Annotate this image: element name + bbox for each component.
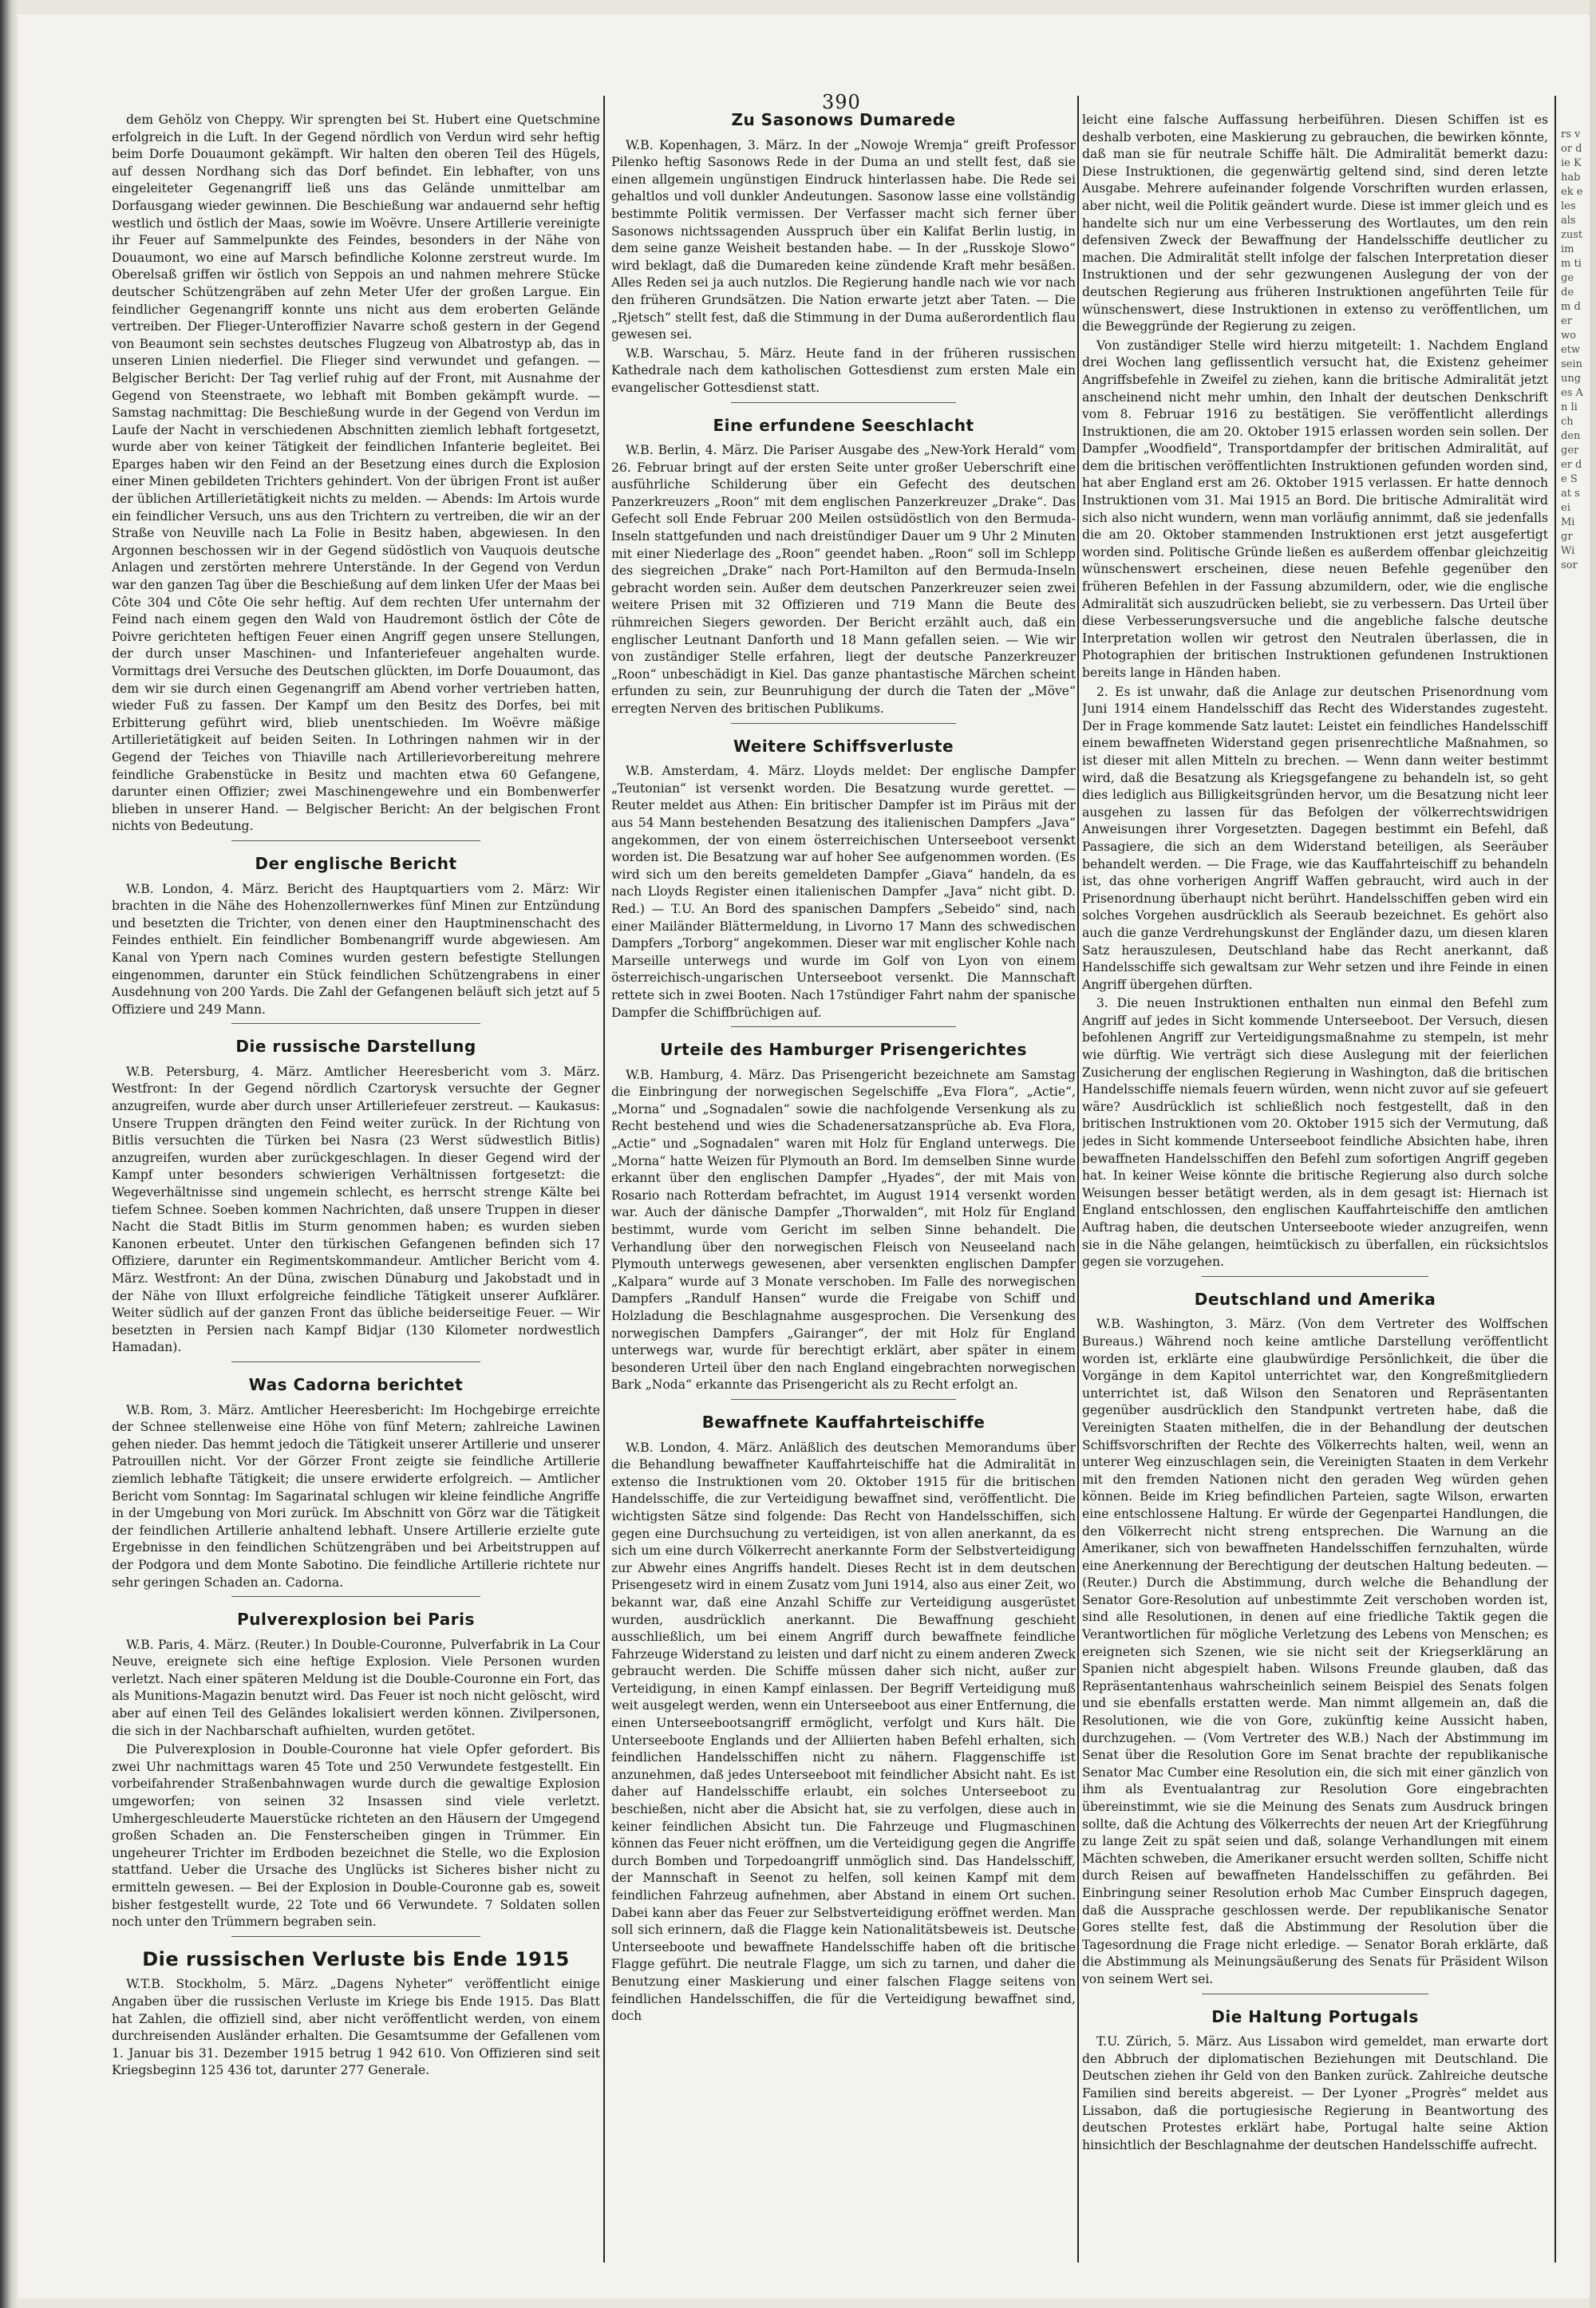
section-divider <box>731 1026 956 1027</box>
article-headline: Pulverexplosion bei Paris <box>237 1610 475 1630</box>
article-paragraph: T.U. Zürich, 5. März. Aus Lissabon wird gemeldet, man erwarte dort den Abbruch der diplomatischen Beziehungen mit Deutschland. Die Deutschen ziehen ihr Geld von den Banken zurück. Zahlreiche deutsche Familien sind bereits abgereist. — Der Lyoner „Progrès“ meldet aus Lissabon, daß die portugiesische Regierung in Beantwortung des deutschen Protestes erklärt habe, Portugal halte seine Aktion hinsichtlich der Beschlagnahme der deutschen Handelsschiffe aufrecht. <box>1082 2034 1548 2152</box>
article-paragraph: W.B. Rom, 3. März. Amtlicher Heeresbericht: Im Hochgebirge erreichte der Schnee stellenweise eine Höhe von fünf Metern; zahlreiche Lawinen gehen nieder. Das hemmt jedoch die Tätigkeit unserer Artillerie und unserer Patrouillen nicht. Vor der Görzer Front zeigte sie feindliche Artillerie ziemlich lebhafte Tätigkeit; die unsere erwiderte erfolgreich. — Amtlicher Bericht vom Sonntag: Im Sagarinatal schlugen wir kleine feindliche Angriffe in der Umgebung von Mori zurück. Im Abschnitt von Görz war die Tätigkeit der feindlichen Artillerie anhaltend lebhaft. Unsere Artillerie erzielte gute Ergebnisse in den feindlichen Schützengräben und bei Arbeitstruppen auf der Podgora und dem Monte Sabotino. Die feindliche Artillerie richtete nur sehr geringen Schaden an. Cadorna. <box>112 1402 600 1590</box>
column-1 <box>112 112 600 2284</box>
article-headline: Die Haltung Portugals <box>1211 2006 1419 2026</box>
article-paragraph: W.B. Hamburg, 4. März. Das Prisengericht bezeichnete am Samstag die Einbringung der norwegischen Segelschiffe „Eva Flora“, „Actie“, „Morna“ und „Sognadalen“ sowie die nachfolgende Versenkung als zu Recht bestehend und wies die Schadenersatzansprüche ab. Eva Flora, „Actie“ und „Sognadalen“ waren mit Holz für England unterwegs. Die „Morna“ hatte Weizen für Plymouth an Bord. Im demselben Sinne wurde erkannt über den englischen Dampfer „Hyades“, der mit Mais von Rosario nach Rotterdam befrachtet, im August 1914 versenkt worden war. Auch der dänische Dampfer „Thorwalden“, mit Holz für England bestimmt, wurde vom Gericht im selben Sinne behandelt. Die Verhandlung über den norwegischen Fleisch von Neuseeland nach Plymouth unterwegs gewesenen, aber versenkten englischen Dampfer „Kalpara“ wurde auf 3 Monate verschoben. Im Falle des norwegischen Dampfers „Randulf Hansen“ wurde die Freigabe von Schiff und Holzladung die Beschlagnahme ausgesprochen. Die Versenkung des norwegischen Dampfers „Gairanger“, der mit Holz für England unterwegs war, wurde für berechtigt erklärt, aber später in einem besonderen Urteil über den nach England eingebrachten norwegischen Bark „Noda“ erkannte das Prisengericht als zu Recht erfolgt an. <box>611 1067 1076 1393</box>
section-divider <box>231 1596 480 1597</box>
article-headline: Die russischen Verluste bis Ende 1915 <box>142 1947 570 1970</box>
article-headline: Zu Sasonows Dumarede <box>731 112 956 129</box>
adjacent-page-fragment: rs vor die K hab ek eles als zustimm tige dem der wo etw sein ung es An lich den ger er de Sat sei Mi gr Wi sor <box>1561 128 1583 571</box>
section-divider <box>1202 1276 1428 1277</box>
article-headline: Eine erfundene Seeschlacht <box>713 415 974 435</box>
section-divider <box>731 723 956 724</box>
article-headline: Bewaffnete Kauffahrteischiffe <box>701 1412 986 1432</box>
article-paragraph: W.B. Warschau, 5. März. Heute fand in der früheren russischen Kathedrale nach dem katholischen Gottesdienst zum ersten Male ein evangelischer Gottesdienst statt. <box>611 346 1076 395</box>
article-paragraph: 3. Die neuen Instruktionen enthalten nun einmal den Befehl zum Angriff auf jedes in Sicht kommende Unterseeboot. Der Versuch, diesen befohlenen Angriff zur Verteidigungsmaßnahme zu stempeln, ist mehr wie dürftig. Wie verträgt sich diese Auslegung mit der feierlichen Zusicherung der englischen Regierung in Washington, daß die britischen Handelsschiffe niemals feuern würden, wenn nicht zuvor auf sie gefeuert wäre? Ausdrücklich ist schließlich noch festgestellt, daß in den britischen Instruktionen vom 20. Oktober 1915 sich der Vermutung, daß jedes in Sicht kommende Unterseeboot feindliche Absichten habe, ihren bewaffneten Handelsschiffen den Befehl zum sofortigen Angriff gegeben hat. In keiner Weise könnte die britische Regierung also durch solche Weisungen besser betätigt werden, als in dem gesagt ist: Hiernach ist England entschlossen, den englischen Kauffahrteischiffe den amtlichen Auftrag haben, die deutschen Unterseeboote wieder anzugreifen, wenn sie in die Nähe gelangen, heimtückisch zu überfallen, ein rücksichtslos gegen sie vorzugehen. <box>1082 996 1548 1270</box>
article-headline: Die russische Darstellung <box>235 1037 476 1057</box>
article-paragraph: 2. Es ist unwahr, daß die Anlage zur deutschen Prisenordnung vom Juni 1914 einem Handelsschiff das Recht des Widerstandes zugesteht. Der in Frage kommende Satz lautet: Leistet ein feindliches Handelsschiff einem bewaffneten Widerstand gegen prisenrechtliche Maßnahmen, so ist dieser mit allen Mitteln zu brechen. — Wenn dann weiter bestimmt wird, daß die Besatzung als Kriegsgefangene zu behandeln ist, so geht dies lediglich aus Billigkeitsgründen hervor, um die Besatzung nicht leer ausgehen zu lassen für das Befolgen der völkerrechtswidrigen Anweisungen ihrer Vorgesetzten. Dagegen bestimmt ein Befehl, daß Passagiere, die sich an dem Widerstand beteiligen, als Seeräuber behandelt werden. — Die Frage, wie das Kauffahrteischiff zu behandeln ist, das ohne vorherigen Angriff Waffen gebraucht, wird auch in der Prisenordnung überhaupt nicht berührt. Handelsschiffen geben wird ein solches Vorgehen ausdrücklich als Seeraub bezeichnet. Es gehört also auch die ganze Verdrehungskunst der Engländer dazu, um diesen klaren Satz herauszulesen, Deutschland habe das Recht anerkannt, daß Handelsschiffe sich gewaltsam zur Wehr setzen und ihre Feinde in einen Angriff übergehen dürften. <box>1082 684 1548 992</box>
column-rule <box>603 96 605 2263</box>
article-paragraph: leicht eine falsche Auffassung herbeiführen. Diesen Schiffen ist es deshalb verboten, eine Maskierung zu gebrauchen, die bewirken könnte, daß man sie für neutrale Schiffe hält. Die Admiralität bemerkt dazu: Diese Instruktionen, die gegenwärtig geltend sind, sind deren letzte Ausgabe. Mehrere aufeinander folgende Vorschriften wurden erlassen, aber nicht, weil die Politik geändert wurde. Diese ist immer gleich und es handelte sich nur um eine Verbesserung des Wortlautes, um den rein defensiven Zweck der Bewaffnung der Handelsschiffe deutlicher zu machen. Die Admiralität stellt infolge der falschen Interpretation dieser Instruktionen und der sehr gezwungenen Auslegung der von der deutschen Regierung aus früheren Instruktionen angeführten Teile für wünschenswert, diese Instruktionen in extenso zu veröffentlichen, um die Beweggründe der Regierung zu zeigen. <box>1082 113 1548 334</box>
article-paragraph: W.B. London, 4. März. Bericht des Hauptquartiers vom 2. März: Wir brachten in die Nähe des Hohenzollernwerkes fünf Minen zur Entzündung und besetzten die Trichter, von denen einer den Hauptminenschacht des Feindes enthielt. Ein feindlicher Bombenangriff wurde abgewiesen. Am Kanal von Ypern nach Comines wurden gestern befestigte Stellungen eingenommen, darunter ein Stück feindlichen Schützengrabens in einer Ausdehnung von 200 Yards. Die Zahl der Gefangenen beläuft sich jetzt auf 5 Offiziere und 249 Mann. <box>112 881 600 1017</box>
article-paragraph: W.T.B. Stockholm, 5. März. „Dagens Nyheter“ veröffentlicht einige Angaben über die russischen Verluste im Kriege bis Ende 1915. Das Blatt hat Zahlen, die offiziell sind, aber nicht veröffentlicht werden, von einem durchreisenden Ausländer erhalten. Die Gesamtsumme der Gefallenen vom 1. Januar bis 31. Dezember 1915 betrug 1 942 610. Von Offizieren sind seit Kriegsbeginn 125 436 tot, darunter 277 Generale. <box>112 1977 600 2078</box>
article-paragraph: Von zuständiger Stelle wird hierzu mitgeteilt: 1. Nachdem England drei Wochen lang geflissentlich versucht hat, die Existenz geheimer Angriffsbefehle in Zweifel zu ziehen, kann die britische Admiralität jetzt anscheinend nicht mehr umhin, den Inhalt der deutschen Denkschrift vom 8. Februar 1916 zu bestätigen. Sie veröffentlicht allerdings Instruktionen, die am 20. Oktober 1915 erlassen worden sein sollen. Der Dampfer „Woodfield“, Transportdampfer der britischen Admiralität, auf dem die britischen veröffentlichten Instruktionen gefunden worden sind, hat aber England erst am 26. Oktober 1915 verlassen. Er hatte dennoch Instruktionen vom 31. Mai 1915 an Bord. Die britische Admiralität wird sich also nicht wundern, wenn man vorläufig annimmt, daß sie jedenfalls die am 20. Oktober stammenden Instruktionen erst jetzt ausgefertigt worden sind. Politische Gründe ließen es außerdem offenbar gleichzeitig wünschenswert erscheinen, diese neuen Befehle gegenüber den früheren Befehlen in der Fassung abzumildern, oder, wie die englische Admiralität sich auszudrücken beliebt, sie zu verbessern. Das Urteil über diese Verbesserungsversuche und die angebliche falsche deutsche Interpretation wollen wir getrost den Neutralen überlassen, die in Photographien der britischen Instruktionen gefundenen Instruktionen bereits lange in Händen haben. <box>1082 338 1548 680</box>
section-divider <box>231 840 480 841</box>
article-paragraph: dem Gehölz von Cheppy. Wir sprengten bei St. Hubert eine Quetschmine erfolgreich in die Luft. In der Gegend nördlich von Verdun wird sehr heftig beim Dorfe Douaumont gekämpft. Wir halten den oberen Teil des Hügels, auf dessen Nordhang sich das Dorf befindet. Ein lebhafter, von uns eingeleiteter Gegenangriff ließ uns das Gelände unmittelbar am Dorfausgang wieder gewinnen. Die Beschießung war andauernd sehr heftig westlich und östlich der Maas, sowie im Woëvre. Unsere Artillerie vereinigte ihr Feuer auf Sammelpunkte des Feindes, besonders in der Nähe von Douaumont, wo eine auf Marsch befindliche Kolonne zerstreut wurde. Im Oberelsaß griffen wir östlich von Seppois an und nahmen mehrere Stücke deutscher Schützengräben auf zehn Meter Ufer der großen Largue. Ein feindlicher Gegenangriff konnte uns nicht aus dem eroberten Gelände vertreiben. Der Flieger-Unteroffizier Navarre schoß gestern in der Gegend von Beaumont sein sechstes deutsches Flugzeug von Albatrostyp ab, das in unseren Linien niederfiel. Die Flieger sind verwundet und gefangen. — Belgischer Bericht: Der Tag verlief ruhig auf der Front, mit Ausnahme der Gegend von Steenstraete, wo lebhaft mit Bomben gekämpft wurde. — Samstag nachmittag: Die Beschießung wurde in der Gegend von Verdun im Laufe der Nacht in verschiedenen Abschnitten ziemlich lebhaft fortgesetzt, wurde aber von keiner Tätigkeit der feindlichen Infanterie begleitet. Bei Eparges haben wir den Feind an der Besetzung eines durch die Explosion einer Minen gebildeten Trichters gehindert. Von der übrigen Front ist außer der üblichen Artillerietätigkeit nichts zu melden. — Abends: Im Artois wurde ein feindlicher Versuch, uns aus den Trichtern zu vertreiben, die wir an der Straße von Neuville nach La Folie in Besitz haben, abgewiesen. In den Argonnen beschossen wir in der Gegend südöstlich von Vauquois deutsche Anlagen und zerstörten mehrere Unterstände. In der Gegend von Verdun war den ganzen Tag über die Beschießung auf dem linken Ufer der Maas bei Côte 304 und Côte Oie sehr heftig. Auf dem rechten Ufer unternahm der Feind nach einem gegen den Wald von Haudremont östlich der Côte de Poivre gerichteten heftigen Feuer einen Angriff gegen unsere Stellungen, der durch unser Maschinen- und Infanteriefeuer angehalten wurde. Vormittags drei Versuche des Deutschen glückten, im Dorfe Douaumont, das dem wir sie durch einen Gegenangriff am Abend vorher vertrieben hatten, wieder Fuß zu fassen. Der Kampf um den Besitz des Dorfes, bei mit Erbitterung geführt wird, blieb unentschieden. Im Woëvre mäßige Artillerietätigkeit auf beiden Seiten. In Lothringen nahmen wir in der Gegend der Teiches von Thiaville nach Artillerievorbereitung mehrere feindliche Grabenstücke in Besitz und machten etwa 60 Gefangene, darunter einen Offizier; zwei Maschinengewehre und ein Bombenwerfer blieben in unserer Hand. — Belgischer Bericht: An der belgischen Front nichts von Bedeutung. <box>112 113 600 834</box>
section-divider <box>731 402 956 403</box>
article-headline: Urteile des Hamburger Prisengerichtes <box>660 1040 1027 1060</box>
article-paragraph: W.B. Petersburg, 4. März. Amtlicher Heeresbericht vom 3. März. Westfront: In der Gegend nördlich Czartorysk versuchte der Gegner anzugreifen, wurde aber durch unser Artilleriefeuer zerstreut. — Kaukasus: Unsere Truppen drängten den Feind weiter zurück. In der Richtung von Bitlis versuchten die Türken bei Nasra (23 Werst südwestlich Bitlis) anzugreifen, wurden aber zurückgeschlagen. In dieser Gegend wird der Kampf unter besonders schwierigen Verhältnissen fortgesetzt: die Wegeverhältnisse sind ungemein schlecht, es herrscht strenge Kälte bei tiefem Schnee. Soeben kommen Nachrichten, daß unsere Truppen in dieser Nacht die Stadt Bitlis im Sturm genommen haben; es wurden sieben Kanonen erbeutet. Unter den türkischen Gefangenen befinden sich 17 Offiziere, darunter ein Regimentskommandeur. Amtlicher Bericht vom 4. März. Westfront: An der Düna, zwischen Dünaburg und Jakobstadt und in der Nähe von Illuxt erfolgreiche feindliche Tätigkeit unserer Aufklärer. Weiter südlich auf der ganzen Front das übliche beiderseitige Feuer. — Wir besetzten in Persien nach Kampf Bidjar (130 Kilometer nordwestlich Hamadan). <box>112 1064 600 1355</box>
section-divider <box>231 1023 480 1024</box>
article-paragraph: W.B. Amsterdam, 4. März. Lloyds meldet: Der englische Dampfer „Teutonian“ ist versenkt worden. Die Besatzung wurde gerettet. — Reuter meldet aus Athen: Ein britischer Dampfer ist im Piräus mit der aus 54 Mann bestehenden Besatzung des italienischen Dampfers „Java“ angekommen, der von einem österreichischen Unterseeboot versenkt worden ist. Die Besatzung war auf hoher See aufgenommen worden. (Es wird sich um den bereits gemeldeten Dampfer „Giava“ handeln, da es nach Lloyds Register einen italienischen Dampfer „Java“ nicht gibt. D. Red.) — T.U. An Bord des spanischen Dampfers „Sebeido“ sind, nach einer Mailänder Blättermeldung, in Livorno 17 Mann des schwedischen Dampfers „Torborg“ angekommen. Dieser war mit englischer Kohle nach Marseille unterwegs und wurde im Golf von Lyon von einem österreichisch-ungarischen Unterseeboot versenkt. Die Mannschaft rettete sich in zwei Booten. Nach 17stündiger Fahrt nahm der spanische Dampfer die Schiffbrüchigen auf. <box>611 764 1076 1020</box>
section-divider <box>231 1361 480 1362</box>
section-divider <box>731 1399 956 1400</box>
article-paragraph: Die Pulverexplosion in Double-Couronne hat viele Opfer gefordert. Bis zwei Uhr nachmittags waren 45 Tote und 250 Verwundete festgestellt. Ein vorbeifahrender Straßenbahnwagen wurde durch die gewaltige Explosion umgeworfen; von seinen 32 Insassen sind viele verletzt. Umhergeschleuderte Mauerstücke richteten an den Häusern der Umgegend großen Schaden an. Die Fensterscheiben gingen in Trümmer. Ein ungeheurer Trichter im Erdboden bezeichnet die Stelle, wo die Explosion stattfand. Ueber die Ursache des Unglücks ist Sicheres bisher nicht zu ermitteln gewesen. — Bei der Explosion in Double-Couronne gab es, soweit bisher festgestellt wurde, 22 Tote und 66 Verwundete. 7 Soldaten sollen noch unter den Trümmern begraben sein. <box>112 1742 600 1930</box>
article-paragraph: W.B. Washington, 3. März. (Von dem Vertreter des Wolffschen Bureaus.) Während noch keine amtliche Darstellung veröffentlicht worden ist, erklärte eine glaubwürdige Persönlichkeit, die über die Vorgänge in dem Kapitol unterrichtet war, den Kongreßmitgliedern unterrichtet ist, daß Wilson den Senatoren und Repräsentanten gegenüber ausdrücklich den Standpunkt vertreten habe, daß die Vereinigten Staaten mithelfen, die in der Behandlung der deutschen Schiffsvorschriften der Rechte des Völkerrechts halten, weil, wenn an unterer Weg einzuschlagen sein, die Vereinigten Staaten in dem Verkehr mit den fremden Nationen nicht den geraden Weg würden gehen können. Beide im Krieg befindlichen Parteien, sagte Wilson, erwarten eine entschlossene Haltung. Er würde der Gegenpartei Handlungen, die den Völkerrecht nicht streng entsprechen. Die Warnung an die Amerikaner, sich von bewaffneten Handelsschiffen fernzuhalten, würde eine Anerkennung der Berechtigung der deutschen Haltung bedeuten. — (Reuter.) Durch die Abstimmung, durch welche die Behandlung der Senator Gore-Resolution auf unbestimmte Zeit verschoben worden ist, sind alle Resolutionen, in denen auf eine friedliche Taktik gegen die Verantwortlichen für mögliche Verletzung des Lebens von Menschen; es ereigneten sich Szenen, wie sie nicht seit der Kriegserklärung an Spanien nicht abgespielt haben. Wilsons Freunde glauben, daß das Repräsentantenhaus wahrscheinlich seinem Beispiel des Senats folgen und sie ebenfalls erstatten werde. Man nimmt allgemein an, daß die Resolutionen, wie die von Gore, zukünftig keine Aussicht haben, durchzugehen. — (Vom Vertreter des W.B.) Nach der Abstimmung im Senat über die Resolution Gore im Senat brachte der republikanische Senator Mac Cumber eine Resolution ein, die sich mit einer gänzlich von ihm als Eventualantrag zur Resolution Gore eingebrachten übereinstimmt, wie sie die Meinung des Senats zum Ausdruck bringen sollte, daß die Achtung des Völkerrechts der neuen Art der Kriegführung zu lange Zeit zu spät seien und daß, solange Verhandlungen mit einem Mächten schweben, die Amerikaner ersucht werden sollten, Schiffe nicht durch Reisen auf bewaffneten Handelsschiffen zu gefährden. Bei Einbringung seiner Resolution erhob Mac Cumber Einspruch dagegen, daß die Aussprache geschlossen werde. Der republikanische Senator Gores stellte fest, daß die Abstimmung der Resolution über die Tagesordnung die Frage nicht erledige. — Senator Borah erklärte, daß die Abstimmung als Meinungsäußerung des Senats für Präsident Wilson von seinem Wert sei. <box>1082 1317 1548 1986</box>
article-headline: Weitere Schiffsverluste <box>733 736 954 756</box>
column-rule <box>1077 96 1079 2263</box>
article-headline: Was Cadorna berichtet <box>248 1374 464 1394</box>
article-paragraph: W.B. London, 4. März. Anläßlich des deutschen Memorandums über die Behandlung bewaffneter Kauffahrteischiffe hat die Admiralität in extenso die Instruktionen vom 20. Oktober 1915 für die britischen Handelsschiffe, die zur Verteidigung bewaffnet sind, veröffentlicht. Die wichtigsten Sätze sind folgende: Das Recht von Handelsschiffen, sich gegen eine Durchsuchung zu verteidigen, ist von allen anerkannt, da es sich um eine durch Völkerrecht anerkannte Form der Selbstverteidigung zur Abwehr eines Angriffs handelt. Dieses Recht ist in dem deutschen Prisengesetz wird in einem Zusatz vom Juni 1914, also aus einer Zeit, wo bekannt war, daß eine Anzahl Schiffe zur Verteidigung ausgerüstet wurden, ausdrücklich anerkannt. Die Bewaffnung geschieht ausschließlich, um bei einem Angriff durch bewaffnete feindliche Fahrzeuge Widerstand zu leisten und darf nicht zu einem anderen Zweck gebraucht werden. Die Schiffe müssen daher sich nicht, außer zur Verteidigung, in einen Kampf einlassen. Der Begriff Verteidigung muß weit ausgelegt werden, wenn ein Unterseeboot aus einer Entfernung, die einen Unterseebootsangriff ermöglicht, verfolgt und Kurs hält. Die Unterseeboote Englands und der Alliierten haben Befehl erhalten, sich feindlichen Handelsschiffen nicht zu nähern. Flaggenschiffe ist anzunehmen, daß jedes Unterseeboot mit feindlicher Absicht naht. Es ist daher auf Handelsschiffe erlaubt, ein solches Unterseeboot zu beschießen, nicht aber die Absicht hat, sie zu verfolgen, diese auch in keiner feindlichen Absicht tun. Die Fahrzeuge und Flugmaschinen können das Feuer nicht eröffnen, um die Verteidigung gegen die Angriffe durch Bomben und Torpedoangriff unmöglich sind. Das Handelsschiff, der Mannschaft in Seenot zu helfen, soll keinen Kampf mit dem feindlichen Fahrzeug aufnehmen, aber Abstand in einem Ort suchen. Dabei kann aber das Feuer zur Selbstverteidigung eröffnet werden. Man soll sich erinnern, daß die Flagge kein Nationalitätsbeweis ist. Deutsche Unterseeboote und bewaffnete Handelsschiffe haben oft die britische Flagge geführt. Die neutrale Flagge, um sich zu tarnen, und daher die Benutzung einer Maskierung und einer falschen Flagge seitens von feindlichen Handelsschiffen, die für die Verteidigung bewaffnet sind, doch <box>611 1440 1076 2024</box>
column-3 <box>1082 112 1548 2284</box>
page-right-edge <box>1590 0 1596 2308</box>
article-paragraph: W.B. Berlin, 4. März. Die Pariser Ausgabe des „New-York Herald“ vom 26. Februar bringt auf der ersten Seite unter großer Ueberschrift eine ausführliche Schilderung über ein Gefecht des deutschen Panzerkreuzers „Roon“ mit dem englischen Panzerkreuzer „Drake“. Das Gefecht soll Ende Februar 200 Meilen ostsüdöstlich von den Bermuda-Inseln stattgefunden und nach dreistündiger Dauer um 9 Uhr 2 Minuten mit einer Niederlage des „Roon“ geendet haben. „Roon“ soll im Schlepp des siegreichen „Drake“ nach Port-Hamilton auf den Bermuda-Inseln gebracht worden sein. Außer dem deutschen Panzerkreuzer seien zwei weitere Prisen mit 32 Offizieren und 719 Mann die Beute des rühmreichen Siegers geworden. Der Bericht erzählt auch, daß ein englischer Leutnant Danforth und 18 Mann gefallen seien. — Wie wir von zuständiger Stelle erfahren, liegt der deutsche Panzerkreuzer „Roon“ unbeschädigt in Kiel. Das ganze phantastische Märchen scheint erfunden zu sein, zur Beunruhigung der durch die Taten der „Möve“ erregten Nerven des britischen Publikums. <box>611 443 1076 716</box>
article-paragraph: W.B. Kopenhagen, 3. März. In der „Nowoje Wremja“ greift Professor Pilenko heftig Sasonows Rede in der Duma an und stellt fest, daß sie einen allgemein ungünstigen Eindruck hinterlassen habe. Die Rede sei gehaltlos und voll dunkler Andeutungen. Sasonow lasse eine vollständig bestimmte Politik vermissen. Der Verfasser macht sich ferner über Sasonows nichtssagenden Ausspruch über ein Kalifat Berlin lustig, in dem seine ganze Weisheit bestanden habe. — In der „Russkoje Slowo“ wird beklagt, daß die Dumareden keine zündende Kraft mehr besäßen. Alles Reden sei ja auch nutzlos. Die Regierung handle nach wie vor nach den früheren Grundsätzen. Die Nation erwarte jetzt aber Taten. — Die „Rjetsch“ stellt fest, daß die Stimmung in der Duma außerordentlich flau gewesen sei. <box>611 137 1076 342</box>
column-2 <box>611 112 1076 2284</box>
article-paragraph: W.B. Paris, 4. März. (Reuter.) In Double-Couronne, Pulverfabrik in La Cour Neuve, ereignete sich eine heftige Explosion. Viele Personen wurden verletzt. Nach einer späteren Meldung ist die Double-Couronne ein Fort, das als Munitions-Magazin benutzt wird. Das Feuer ist noch nicht gelöscht, wird aber auf einen Teil des Geländes lokalisiert werden können. Zivilpersonen, die sich in der Nachbarschaft aufhielten, wurden getötet. <box>112 1637 600 1738</box>
page-binding-edge <box>0 0 18 2308</box>
article-headline: Der englische Bericht <box>255 853 457 873</box>
page-number: 390 <box>822 91 861 113</box>
column-rule <box>1555 96 1556 2263</box>
article-headline: Deutschland und Amerika <box>1194 1289 1436 1309</box>
section-divider <box>231 1936 480 1937</box>
